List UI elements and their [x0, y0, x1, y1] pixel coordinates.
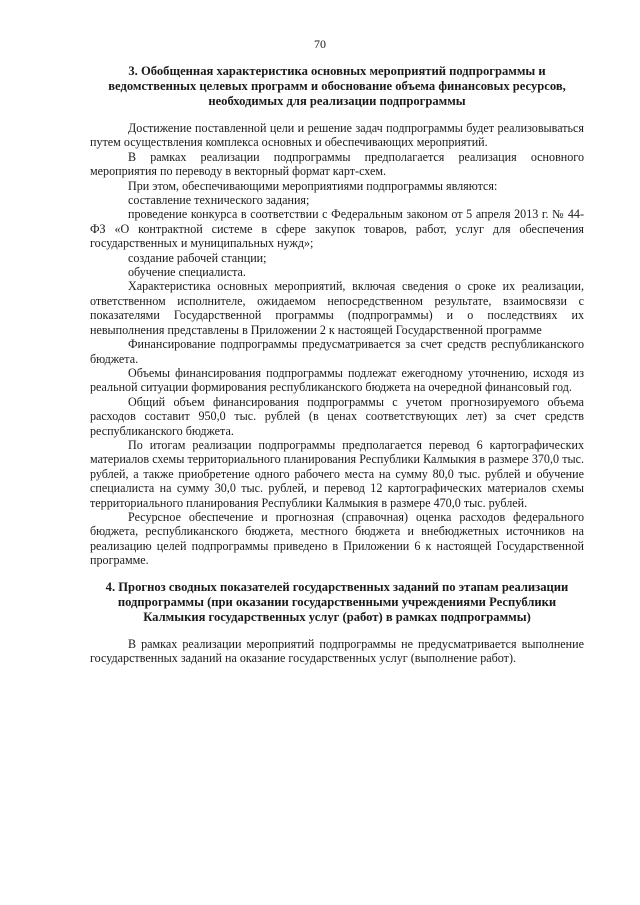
- section-3-paragraph: При этом, обеспечивающими мероприятиями подпрограммы являются:: [128, 178, 498, 193]
- section-4-paragraph: В рамках реализации мероприятий подпрограммы не предусматривается выполнение государственных заданий на оказание государственных услуг (выполнение работ).: [90, 636, 584, 665]
- section-3-paragraph: Достижение поставленной цели и решение задач подпрограммы будет реализовываться путем осуществления комплекса основных и обеспечивающих мероприятий.: [90, 121, 584, 150]
- section-3-paragraph: Финансирование подпрограммы предусматривается за счет средств республиканского бюджета.: [90, 337, 584, 366]
- section-3-paragraph: Характеристика основных мероприятий, включая сведения о сроке их реализации, ответственном исполнителе, ожидаемом непосредственном результате, взаимосвязи с показателями Государственной программы (подпрограммы) и о последствиях их невыполнения представлены в Приложении 2 к настоящей Государственной программе: [90, 279, 584, 337]
- section-3-paragraph: Ресурсное обеспечение и прогнозная (справочная) оценка расходов федерального бюджета, республиканского бюджета, местного бюджета и внебюджетных источников на реализацию целей подпрограммы приведено в Приложении 6 к настоящей Государственной программе.: [90, 509, 584, 568]
- section-3-heading: 3. Обобщенная характеристика основных мероприятий подпрограммы и ведомственных целевых программ и обоснование объема финансовых ресурсов, необходимых для реализации подпрограммы: [108, 64, 566, 108]
- section-3-paragraph: Общий объем финансирования подпрограммы с учетом прогнозируемого объема расходов составит 950,0 тыс. рублей (в ценах соответствующих лет) за счет средств республиканского бюджета.: [90, 394, 584, 438]
- section-3-paragraph: По итогам реализации подпрограммы предполагается перевод 6 картографических материалов схемы территориального планирования Республики Калмыкия в размере 370,0 тыс. рублей, а также приобретение одного рабочего места на сумму 80,0 тыс. рублей и обучение специалиста на сумму 30,0 тыс. рублей, и перевод 12 картографических материалов схемы территориального планирования Республики Калмыкия в размере 470,0 тыс. рублей.: [90, 437, 584, 510]
- section-3-list-item: проведение конкурса в соответствии с Федеральным законом от 5 апреля 2013 г. № 44-ФЗ «О контрактной системе в сфере закупок товаров, работ, услуг для обеспечения государственных и муниципальных нужд»;: [90, 207, 584, 251]
- section-3-list-item: создание рабочей станции;: [128, 250, 267, 265]
- section-3-paragraph: Объемы финансирования подпрограммы подлежат ежегодному уточнению, исходя из реальной ситуации формирования республиканского бюджета на очередной финансовый год.: [90, 365, 584, 395]
- section-4-heading: 4. Прогноз сводных показателей государственных заданий по этапам реализации подпрограммы (при оказании государственными учреждениями Республики Калмыкия государственных услуг (работ) в рамках подпрограммы): [105, 579, 569, 624]
- section-3-paragraph: В рамках реализации подпрограммы предполагается реализация основного мероприятия по переводу в векторный формат карт-схем.: [90, 149, 584, 179]
- section-3-list-item: обучение специалиста.: [128, 265, 246, 280]
- page-number: 70: [314, 37, 326, 51]
- section-3-list-item: составление технического задания;: [128, 193, 310, 208]
- page-content: [90, 64, 584, 665]
